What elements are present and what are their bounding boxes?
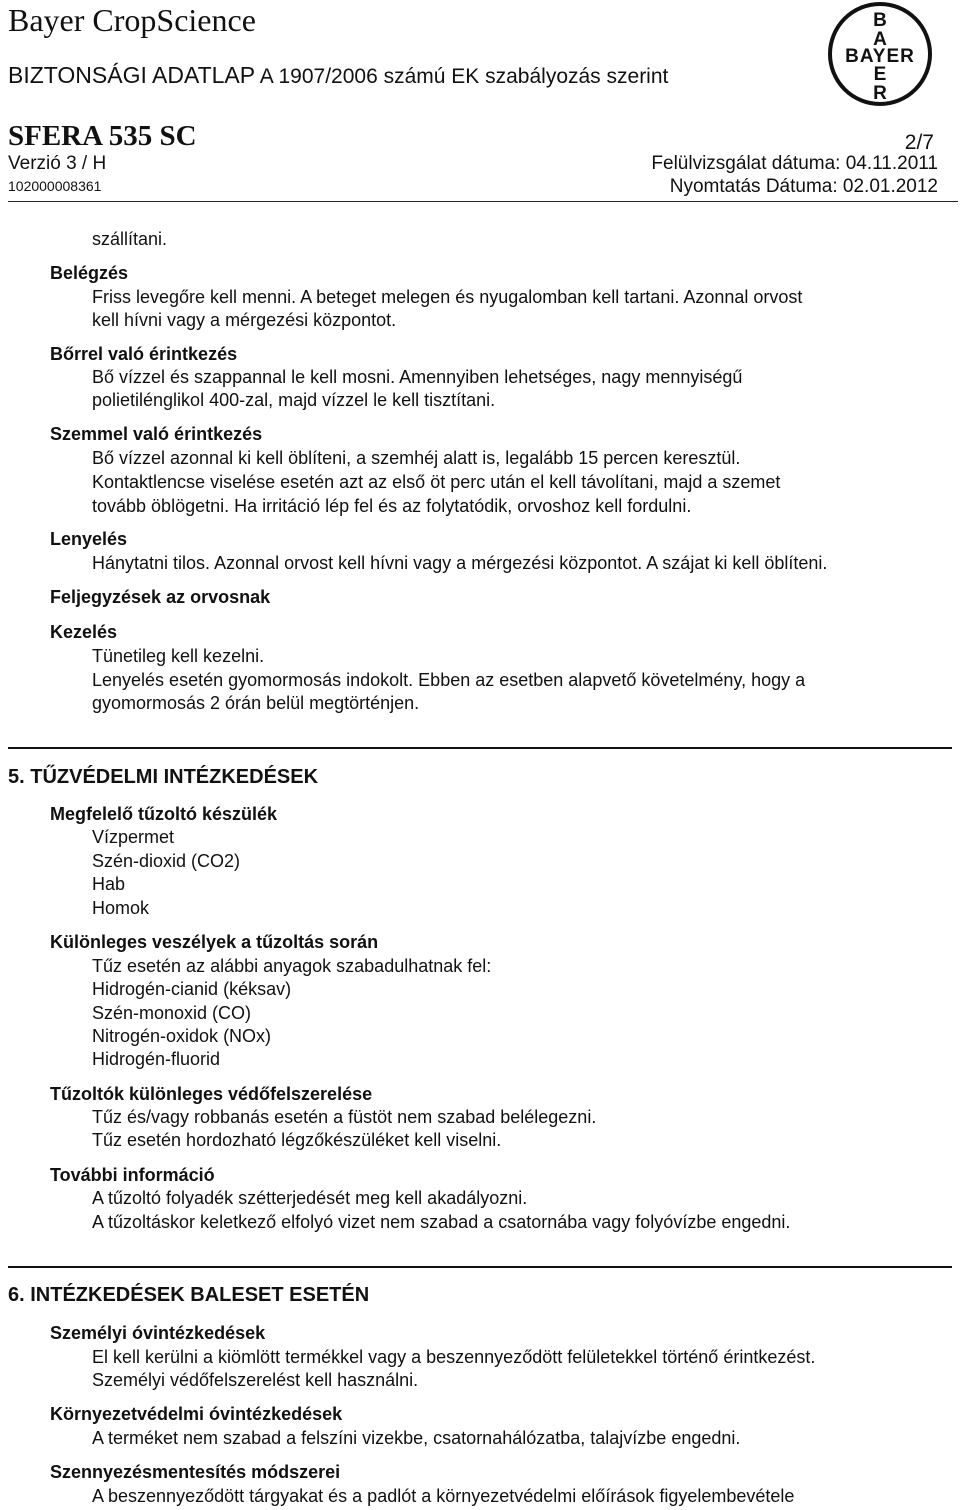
- subheading-inhalation: Belégzés: [50, 263, 129, 283]
- section-heading-6: 6. INTÉZKEDÉSEK BALESET ESETÉN: [8, 1284, 370, 1306]
- text-line: Tűz esetén hordozható légzőkészüléket kell viselni.: [92, 1130, 502, 1150]
- subheading-special-hazards: Különleges veszélyek a tűzoltás során: [50, 932, 379, 952]
- text-line: kell hívni vagy a mérgezési központot.: [92, 310, 397, 330]
- text-line: Hánytatni tilos. Azonnal orvost kell hívni vagy a mérgezési központot. A szájat ki kell öblíteni.: [92, 553, 828, 573]
- text-line: Szén-monoxid (CO): [92, 1003, 252, 1023]
- text-line: Bő vízzel és szappannal le kell mosni. Amennyiben lehetséges, nagy mennyiségű: [92, 367, 743, 387]
- subheading-eye-contact: Szemmel való érintkezés: [50, 424, 263, 444]
- subheading-treatment: Kezelés: [50, 622, 118, 642]
- text-line: Nitrogén-oxidok (NOx): [92, 1026, 272, 1046]
- svg-text:B: B: [873, 10, 887, 31]
- subheading-cleanup-methods: Szennyezésmentesítés módszerei: [50, 1462, 341, 1482]
- subheading-further-information: További információ: [50, 1165, 215, 1185]
- section-divider: [8, 747, 952, 749]
- text-line: A terméket nem szabad a felszíni vizekbe, csatornahálózatba, talajvízbe engedni.: [92, 1428, 741, 1448]
- text-line: El kell kerülni a kiömlött termékkel vagy a beszennyeződött felületekkel történő érintkezést.: [92, 1347, 816, 1367]
- text-line: A tűzoltáskor keletkező elfolyó vizet nem szabad a csatornába vagy folyóvízbe engedni.: [92, 1212, 791, 1232]
- section-heading-5: 5. TŰZVÉDELMI INTÉZKEDÉSEK: [8, 766, 319, 788]
- section-divider: [8, 1266, 952, 1268]
- svg-text:BAYER: BAYER: [845, 46, 915, 67]
- subheading-protective-equipment: Tűzoltók különleges védőfelszerelése: [50, 1084, 373, 1104]
- text-line: Friss levegőre kell menni. A beteget melegen és nyugalomban kell tartani. Azonnal orvost: [92, 287, 803, 307]
- text-line: Tűz és/vagy robbanás esetén a füstöt nem szabad belélegezni.: [92, 1107, 597, 1127]
- subheading-environmental-precautions: Környezetvédelmi óvintézkedések: [50, 1404, 343, 1424]
- subheading-extinguishing-media: Megfelelő tűzoltó készülék: [50, 804, 278, 824]
- text-line: Hidrogén-fluorid: [92, 1049, 221, 1069]
- text-line: Kontaktlencse viselése esetén azt az első öt perc után el kell távolítani, majd a szemet: [92, 472, 781, 492]
- text-line: Hidrogén-cianid (kéksav): [92, 979, 292, 999]
- svg-text:R: R: [873, 83, 887, 104]
- text-line: polietilénglikol 400-zal, majd vízzel le kell tisztítani.: [92, 390, 496, 410]
- text-line: Hab: [92, 874, 126, 894]
- company-name: Bayer CropScience: [8, 2, 256, 38]
- sds-title: BIZTONSÁGI ADATLAP: [8, 62, 256, 88]
- product-name: SFERA 535 SC: [8, 120, 197, 152]
- svg-text:E: E: [873, 64, 887, 85]
- text-line: A beszennyeződött tárgyakat és a padlót a környezetvédelmi előírások figyelembevétele: [92, 1486, 795, 1506]
- text-line: Lenyelés esetén gyomormosás indokolt. Ebben az esetben alapvető követelmény, hogy a: [92, 670, 806, 690]
- version: Verzió 3 / H: [8, 153, 107, 174]
- print-date: Nyomtatás Dátuma: 02.01.2012: [669, 176, 938, 197]
- subheading-notes-to-physician: Feljegyzések az orvosnak: [50, 587, 271, 607]
- text-line: Szén-dioxid (CO2): [92, 851, 241, 871]
- text-line: Vízpermet: [92, 827, 175, 847]
- text-line: Tűz esetén az alábbi anyagok szabadulhatnak fel:: [92, 956, 492, 976]
- subheading-personal-precautions: Személyi óvintézkedések: [50, 1323, 266, 1343]
- text-line: Tünetileg kell kezelni.: [92, 646, 265, 666]
- text-line: Homok: [92, 898, 150, 918]
- document-code: 102000008361: [8, 178, 102, 194]
- text-line: Bő vízzel azonnal ki kell öblíteni, a szemhéj alatt is, legalább 15 percen keresztül.: [92, 448, 741, 468]
- svg-text:A: A: [873, 29, 887, 50]
- text-line: szállítani.: [92, 229, 168, 249]
- text-line: gyomormosás 2 órán belül megtörténjen.: [92, 693, 420, 713]
- regulation-text: A 1907/2006 számú EK szabályozás szerint: [259, 65, 669, 88]
- page-number: 2/7: [904, 131, 934, 154]
- subheading-skin-contact: Bőrrel való érintkezés: [50, 344, 238, 364]
- header-divider: [8, 201, 958, 202]
- text-line: Személyi védőfelszerelést kell használni.: [92, 1370, 419, 1390]
- document-title: [8, 62, 668, 89]
- review-date: Felülvizsgálat dátuma: 04.11.2011: [651, 153, 938, 174]
- subheading-ingestion: Lenyelés: [50, 529, 128, 549]
- text-line: A tűzoltó folyadék szétterjedését meg kell akadályozni.: [92, 1188, 528, 1208]
- bayer-cross-logo: [826, 0, 934, 108]
- text-line: tovább öblögetni. Ha irritáció lép fel és az folytatódik, orvoshoz kell fordulni.: [92, 496, 692, 516]
